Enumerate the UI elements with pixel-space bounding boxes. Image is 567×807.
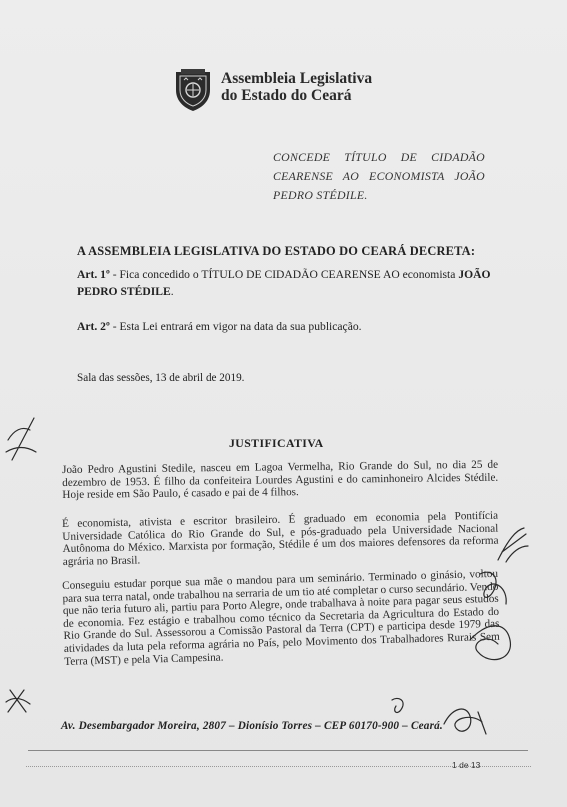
article-1-end: . — [170, 285, 174, 298]
justificativa-paragraph-2: É economista, ativista e escritor brasileiro. É graduado em economia pela Pontifícia Universidade Católica do Rio Grande do Sul, e pós-graduado pela Universidade Nacional Autônoma do México. Marxista por formação, Stédile é um dos maiores defensores da reforma agrária no Brasil. — [62, 509, 499, 568]
justificativa-paragraph-1: João Pedro Agustini Stedile, nasceu em Lagoa Vermelha, Rio Grande do Sul, no dia 25 de dezembro de 1953. É filho da confeiteira Lourdes Agustini e do caminhoneiro Alcides Stédile. Hoje reside em São Paulo, é casado e pai de 4 filhos. — [62, 458, 499, 502]
signature-bottom-right — [444, 709, 486, 734]
initial-mark-bottom-center — [392, 698, 403, 712]
initial-mark-left-bottom — [6, 690, 30, 712]
initial-mark-left-top — [6, 418, 36, 460]
article-1-label: Art. 1º — [77, 268, 110, 281]
page-number: 1 de 13 — [452, 760, 481, 770]
justificativa-paragraph-3: Conseguiu estudar porque sua mãe o mandou para um seminário. Terminado o ginásio, voltou para sua terra natal, onde trabalhou na serraria de um tio até completar o curso secundário. Vendo que não teria futuro ali, partiu para Porto Alegre, onde trabalhava à noite para pagar seus estudos de economia. Fez estágio e trabalhou como técnico da Secretaria da Agricultura do Estado do Rio Grande do Sul. Assessorou a Comissão Pastoral da Terra (CPT) e participa desde 1979 das atividades da luta pela reforma agrária no País, pelo Movimento dos Trabalhadores Rurais Sem Terra (MST) e pela Via Campesina. — [62, 567, 500, 668]
coat-of-arms-logo — [173, 68, 213, 112]
justificativa-title: JUSTIFICATIVA — [229, 436, 324, 450]
honoree-name: JOÃO PEDRO STÉDILE — [77, 268, 491, 298]
ementa: CONCEDE TÍTULO DE CIDADÃO CEARENSE AO ECONOMISTA JOÃO PEDRO STÉDILE. — [273, 150, 485, 202]
article-1 — [77, 266, 492, 300]
footer-rule — [28, 750, 528, 751]
footer-address: Av. Desembargador Moreira, 2807 – Dionísio Torres – CEP 60170-900 – Ceará. — [61, 720, 443, 732]
article-2 — [77, 318, 492, 335]
org-name — [221, 70, 372, 104]
decreta-heading: A ASSEMBLEIA LEGISLATIVA DO ESTADO DO CEARÁ DECRETA: — [77, 244, 476, 258]
session-date: Sala das sessões, 13 de abril de 2019. — [77, 372, 245, 384]
org-name-line2: do Estado do Ceará — [221, 87, 352, 104]
article-2-label: Art. 2º — [77, 320, 110, 333]
org-name-line1: Assembleia Legislativa — [221, 70, 373, 87]
article-2-text: - Esta Lei entrará em vigor na data da sua publicação. — [109, 320, 362, 333]
initial-mark-right-1 — [498, 528, 528, 562]
article-1-text: - Fica concedido o TÍTULO DE CIDADÃO CEARENSE AO economista — [109, 268, 459, 281]
